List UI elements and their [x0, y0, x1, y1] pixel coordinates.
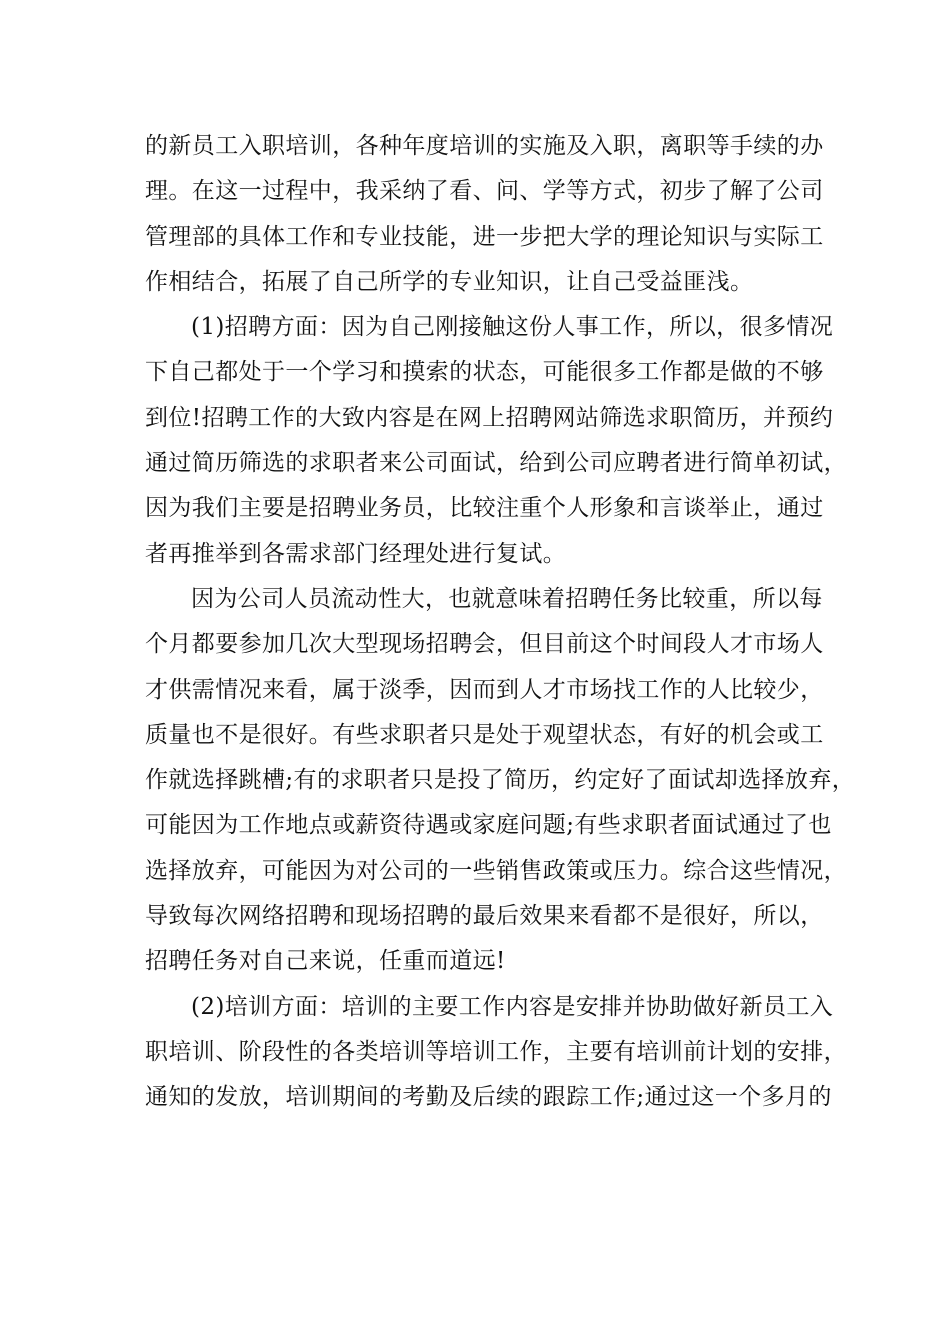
paragraph-start-line: (1)招聘方面：因为自己刚接触这份人事工作，所以，很多情况 — [191, 314, 834, 341]
text-line: 选择放弃，可能因为对公司的一些销售政策或压力。综合这些情况， — [145, 857, 847, 884]
text-line: 通过简历筛选的求职者来公司面试，给到公司应聘者进行简单初试， — [145, 450, 847, 477]
text-line: 者再推举到各需求部门经理处进行复试。 — [145, 540, 567, 567]
text-line: 下自己都处于一个学习和摸索的状态，可能很多工作都是做的不够 — [145, 359, 824, 386]
text-line: 职培训、阶段性的各类培训等培训工作，主要有培训前计划的安排， — [145, 1038, 847, 1065]
paragraph-start-line: (2)培训方面：培训的主要工作内容是安排并协助做好新员工入 — [191, 993, 834, 1020]
text-line: 的新员工入职培训，各种年度培训的实施及入职，离职等手续的办 — [145, 133, 824, 159]
text-line: 作就选择跳槽;有的求职者只是投了简历，约定好了面试却选择放弃， — [145, 767, 856, 794]
text-line: 招聘任务对自己来说，任重而道远! — [145, 948, 506, 975]
text-line: 通知的发放，培训期间的考勤及后续的跟踪工作;通过这一个多月的 — [145, 1084, 832, 1111]
text-line: 导致每次网络招聘和现场招聘的最后效果来看都不是很好，所以， — [145, 903, 824, 930]
document-page — [145, 124, 856, 1121]
text-line: 才供需情况来看，属于淡季，因而到人才市场找工作的人比较少， — [145, 676, 824, 703]
paragraph-start-line: 因为公司人员流动性大，也就意味着招聘任务比较重，所以每 — [191, 585, 823, 612]
text-line: 管理部的具体工作和专业技能，进一步把大学的理论知识与实际工 — [145, 223, 824, 250]
text-line: 因为我们主要是招聘业务员，比较注重个人形象和言谈举止，通过 — [145, 495, 824, 522]
text-line: 个月都要参加几次大型现场招聘会，但目前这个时间段人才市场人 — [145, 631, 824, 658]
text-line: 到位!招聘工作的大致内容是在网上招聘网站筛选求职简历，并预约 — [145, 404, 834, 431]
text-line: 可能因为工作地点或薪资待遇或家庭问题;有些求职者面试通过了也 — [145, 812, 832, 839]
text-line: 质量也不是很好。有些求职者只是处于观望状态，有好的机会或工 — [145, 721, 824, 748]
text-line: 作相结合，拓展了自己所学的专业知识，让自己受益匪浅。 — [145, 268, 754, 295]
text-line: 理。在这一过程中，我采纳了看、问、学等方式，初步了解了公司 — [145, 178, 824, 205]
